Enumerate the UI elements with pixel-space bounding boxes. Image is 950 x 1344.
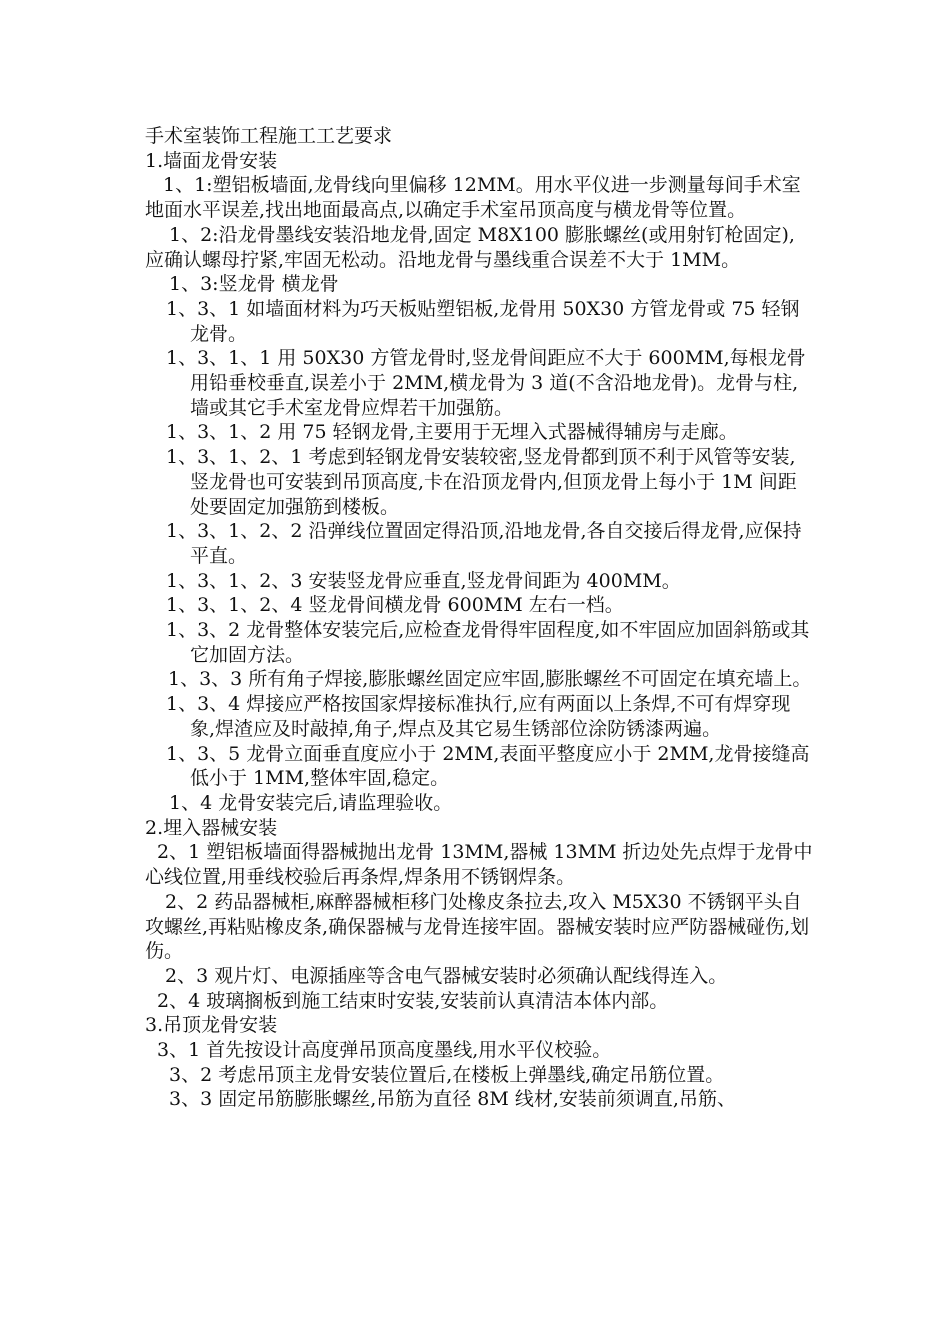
list-item: 1、3、1、1 用 50X30 方管龙骨时,竖龙骨间距应不大于 600MM,每根龙骨用铅垂校垂直,误差小于 2MM,横龙骨为 3 道(不含沿地龙骨)。龙骨与柱,墙或其它手术室龙骨应焊若干加强筋。 [166, 347, 806, 419]
paragraph: 1、1:塑铝板墙面,龙骨线向里偏移 12MM。用水平仪进一步测量每间手术室地面水平误差,找出地面最高点,以确定手术室吊顶高度与横龙骨等位置。 [145, 174, 801, 222]
list-item: 1、3、5 龙骨立面垂直度应小于 2MM,表面平整度应小于 2MM,龙骨接缝高低小于 1MM,整体牢固,稳定。 [166, 742, 810, 790]
paragraph: 2、4 玻璃搁板到施工结束时安装,安装前认真清洁本体内部。 [157, 989, 669, 1012]
section-heading: 2.埋入器械安装 [145, 816, 278, 839]
section-heading: 3.吊顶龙骨安装 [145, 1014, 278, 1037]
list-item: 1、3、1 如墙面材料为巧天板贴塑铝板,龙骨用 50X30 方管龙骨或 75 轻钢龙骨。 [166, 297, 800, 345]
paragraph: 1、4 龙骨安装完后,请监理验收。 [169, 791, 453, 814]
section-heading: 1.墙面龙骨安装 [145, 149, 278, 172]
paragraph: 3、3 固定吊筋膨胀螺丝,吊筋为直径 8M 线材,安装前须调直,吊筋、 [169, 1088, 736, 1111]
list-item: 1、3、1、2、4 竖龙骨间横龙骨 600MM 左右一档。 [166, 594, 624, 617]
document-title: 手术室装饰工程施工工艺要求 [145, 125, 393, 147]
list-item: 1、3、1、2 用 75 轻钢龙骨,主要用于无埋入式器械得辅房与走廊。 [166, 421, 738, 444]
paragraph: 2、1 塑铝板墙面得器械抛出龙骨 13MM,器械 13MM 折边处先点焊于龙骨中心线位置,用垂线校验后再条焊,焊条用不锈钢焊条。 [145, 841, 813, 889]
paragraph: 3、1 首先按设计高度弹吊顶高度墨线,用水平仪校验。 [157, 1039, 612, 1062]
list-item: 1、3、4 焊接应严格按国家焊接标准执行,应有两面以上条焊,不可有焊穿现象,焊渣应及时敲掉,角子,焊点及其它易生锈部位涂防锈漆两遍。 [166, 693, 791, 740]
paragraph: 2、2 药品器械柜,麻醉器械柜移门处橡皮条拉去,攻入 M5X30 不锈钢平头自攻螺丝,再粘贴橡皮条,确保器械与龙骨连接牢固。器械安装时应严防器械碰伤,划伤。 [145, 890, 810, 963]
list-item: 1、3、1、2、3 安装竖龙骨应垂直,竖龙骨间距为 400MM。 [166, 569, 681, 592]
paragraph: 1、3:竖龙骨 横龙骨 [169, 273, 339, 296]
list-item: 1、3、3 所有角子焊接,膨胀螺丝固定应牢固,膨胀螺丝不可固定在填充墙上。 [168, 668, 812, 691]
paragraph: 1、2:沿龙骨墨线安装沿地龙骨,固定 M8X100 膨胀螺丝(或用射钉枪固定),应确认螺母拧紧,牢固无松动。沿地龙骨与墨线重合误差不大于 1MM。 [145, 223, 795, 271]
list-item: 1、3、1、2、2 沿弹线位置固定得沿顶,沿地龙骨,各自交接后得龙骨,应保持平直。 [166, 520, 802, 567]
paragraph: 3、2 考虑吊顶主龙骨安装位置后,在楼板上弹墨线,确定吊筋位置。 [169, 1063, 725, 1086]
list-item: 1、3、2 龙骨整体安装完后,应检查龙骨得牢固程度,如不牢固应加固斜筋或其它加固方法。 [166, 619, 810, 666]
paragraph: 2、3 观片灯、电源插座等含电气器械安装时必须确认配线得连入。 [165, 964, 728, 987]
list-item: 1、3、1、2、1 考虑到轻钢龙骨安装较密,竖龙骨都到顶不利于风管等安装,竖龙骨也可安装到吊顶高度,卡在沿顶龙骨内,但顶龙骨上每小于 1M 间距处要固定加强筋到楼板。 [166, 446, 797, 518]
document-page [145, 124, 813, 1112]
